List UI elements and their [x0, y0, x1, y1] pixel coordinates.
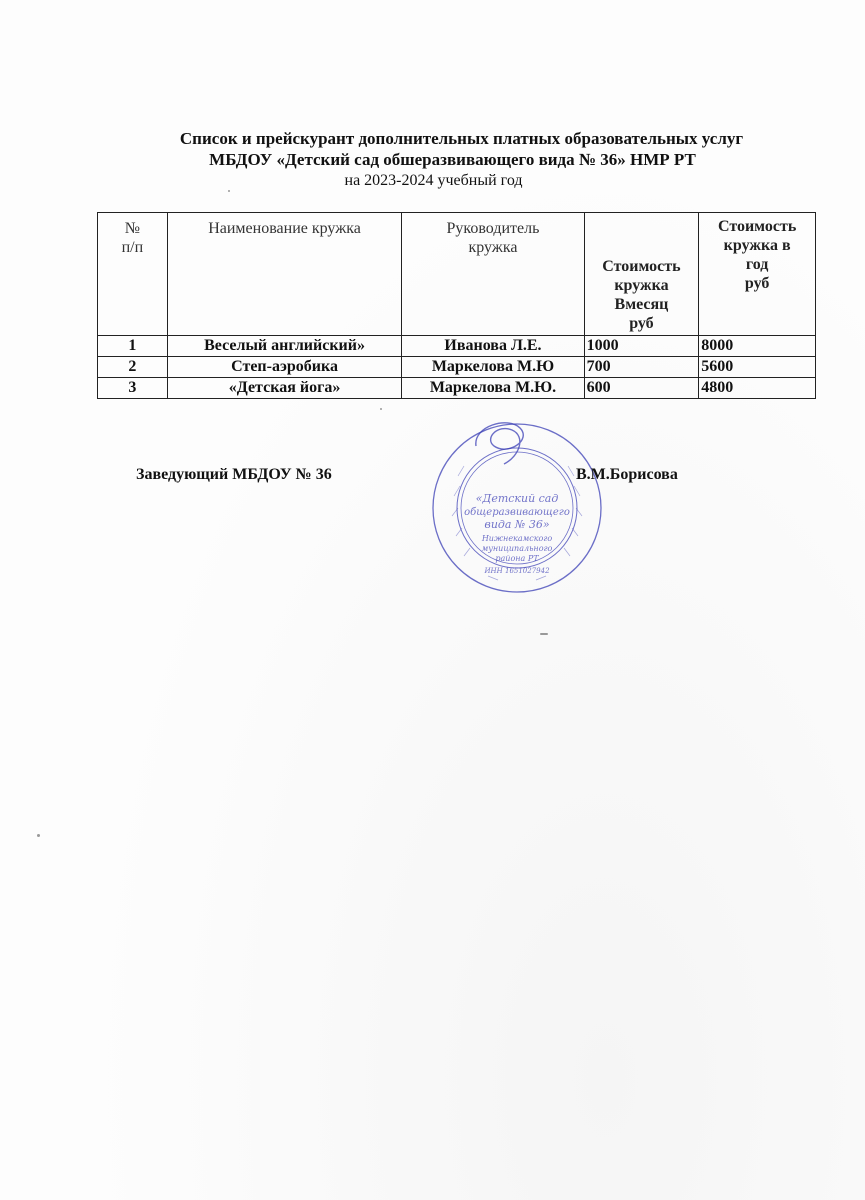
- row-2-month: 700: [584, 357, 699, 378]
- row-1-year: 8000: [699, 336, 816, 357]
- scan-speck: [228, 190, 230, 192]
- seal-inn: ИНН 1651027942: [484, 567, 550, 575]
- row-2-year: 5600: [699, 357, 816, 378]
- scan-speck: [540, 633, 548, 635]
- header-num: [98, 213, 168, 336]
- header-name: [167, 213, 401, 336]
- official-seal-icon: [428, 416, 606, 594]
- seal-line-3: вида № 36»: [484, 518, 550, 531]
- seal-line-1: «Детский сад: [475, 492, 559, 505]
- header-month-line-2: кружка: [614, 277, 669, 294]
- row-3-month: 600: [584, 378, 699, 399]
- header-year-line-4: руб: [744, 275, 770, 292]
- header-head-line-2: кружка: [468, 239, 518, 256]
- table-row: [98, 378, 816, 399]
- title-line-1: Список и прейскурант дополнительных платных образовательных услуг: [179, 129, 744, 148]
- row-2-num: 2: [98, 357, 168, 378]
- header-year-line-1: Стоимость: [717, 218, 797, 235]
- row-3-head: Маркелова М.Ю.: [402, 378, 584, 399]
- header-num-line-2: п/п: [121, 239, 144, 256]
- header-month-line-3: Вмесяц: [614, 296, 669, 313]
- signature-name: В.М.Борисова: [576, 466, 678, 483]
- row-1-num: 1: [98, 336, 168, 357]
- header-year-line-3: год: [745, 256, 769, 273]
- signature-position: Заведующий МБДОУ № 36: [136, 466, 332, 483]
- row-3-num: 3: [98, 378, 168, 399]
- header-name-text: Наименование кружка: [208, 220, 361, 237]
- header-head: [402, 213, 584, 336]
- header-month-line-1: Стоимость: [602, 258, 681, 275]
- header-month-line-4: руб: [629, 315, 654, 332]
- table-row: [98, 357, 816, 378]
- seal-line-4: Нижнекамского: [481, 534, 553, 543]
- header-head-line-1: Руководитель: [446, 220, 540, 237]
- header-year-line-2: кружка в: [723, 237, 791, 254]
- title-line-3: на 2023-2024 учебный год: [344, 172, 523, 189]
- seal-line-5: муниципального: [481, 544, 553, 553]
- header-cost-year: [699, 213, 816, 336]
- scan-speck: [380, 408, 382, 410]
- row-1-month: 1000: [584, 336, 699, 357]
- row-2-head: Маркелова М.Ю: [402, 357, 584, 378]
- document-title: [0, 128, 865, 191]
- title-line-2: МБДОУ «Детский сад обшеразвивающего вида № 36» НМР РТ: [209, 150, 696, 169]
- table-header-row: [98, 213, 816, 336]
- row-1-head: Иванова Л.Е.: [402, 336, 584, 357]
- header-num-line-1: №: [124, 220, 141, 237]
- row-1-name: Веселый английский»: [167, 336, 401, 357]
- table-row: [98, 336, 816, 357]
- row-3-year: 4800: [699, 378, 816, 399]
- scan-speck: [37, 834, 40, 837]
- row-2-name: Степ-аэробика: [167, 357, 401, 378]
- seal-line-2: общеразвивающего: [464, 507, 570, 518]
- seal-line-6: района РТ: [495, 554, 539, 563]
- row-3-name: «Детская йога»: [167, 378, 401, 399]
- price-table: [97, 212, 816, 399]
- header-cost-month: [584, 213, 699, 336]
